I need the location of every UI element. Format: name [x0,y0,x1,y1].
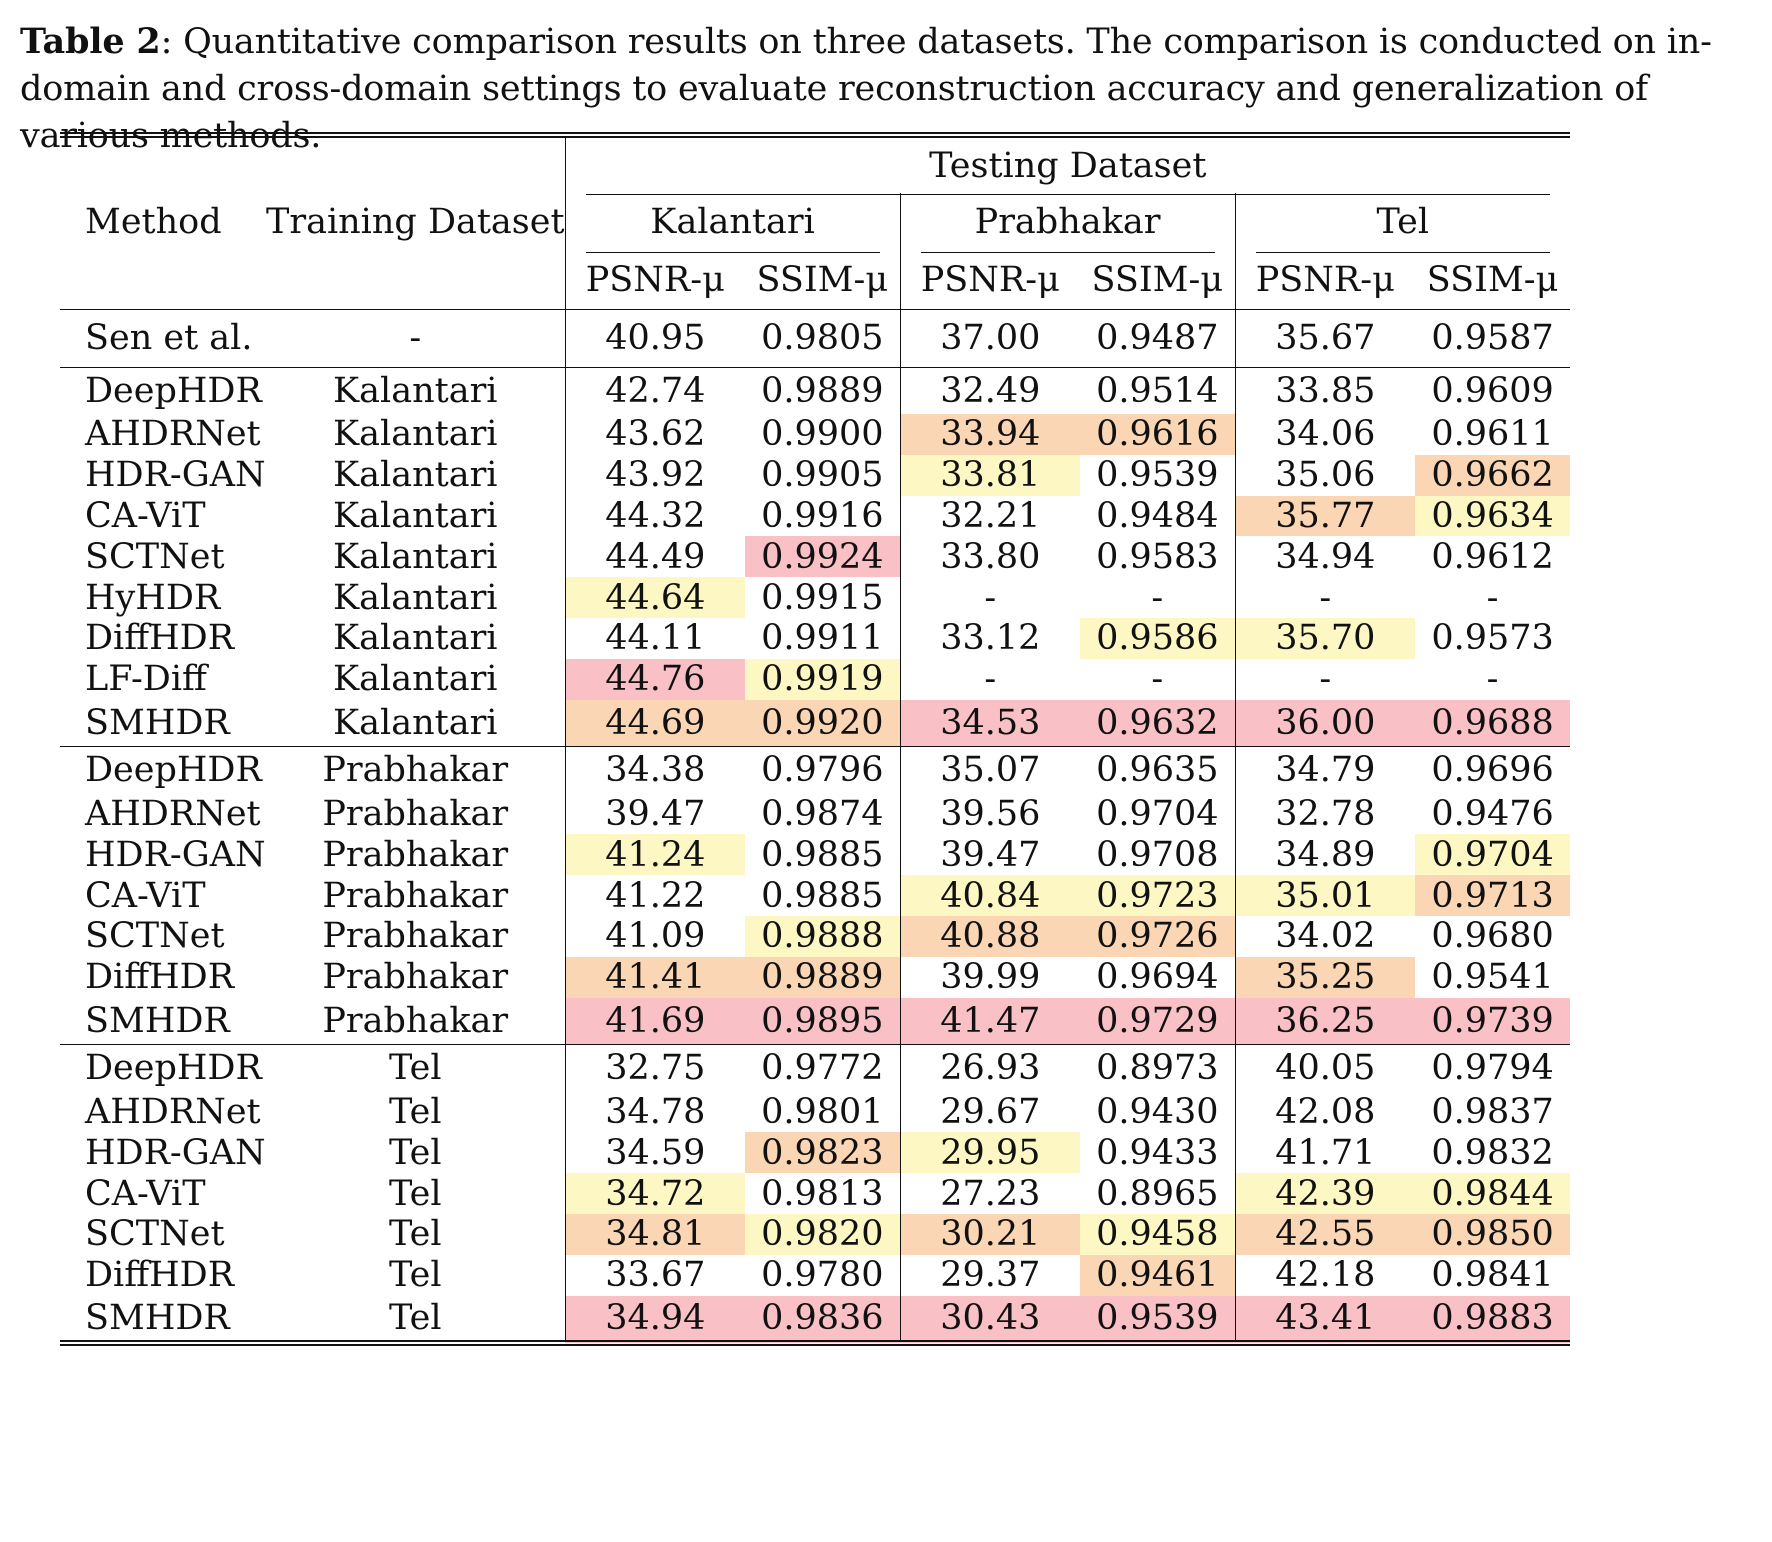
value-cell: - [984,659,997,700]
method-cell: DiffHDR [85,618,235,659]
value-cell: 29.95 [900,1132,1080,1173]
value-cell: 0.9514 [1080,367,1235,414]
value-cell: 32.49 [900,367,1080,414]
training-cell: Tel [266,1214,565,1255]
method-cell: AHDRNet [85,793,261,834]
training-cell: Kalantari [266,496,565,537]
training-cell: Kalantari [266,414,565,455]
value-cell: 34.53 [900,700,1080,747]
table-row [60,659,1570,700]
training-cell: Kalantari [266,577,565,618]
training-cell: Kalantari [266,455,565,496]
value-cell: 35.70 [1235,618,1415,659]
table-row [60,1132,1570,1173]
value-cell: 43.92 [605,455,706,496]
value-cell: 32.21 [940,495,1041,536]
value-cell: 42.39 [1235,1173,1415,1214]
value-cell: 35.25 [1235,957,1415,998]
value-cell: 0.9739 [1415,998,1570,1045]
value-cell: 0.9586 [1080,618,1235,659]
table-row [60,455,1570,496]
value-cell: 29.67 [940,1091,1041,1132]
value-cell: 32.78 [1275,793,1376,834]
value-cell: 33.12 [940,618,1041,659]
value-cell: 0.9772 [745,1045,900,1092]
method-cell: CA-ViT [85,875,206,916]
method-cell: LF-Diff [85,659,207,700]
value-cell: 39.47 [605,793,706,834]
value-cell: 0.9723 [1080,875,1235,916]
value-cell: 0.9704 [1080,794,1235,835]
value-cell: 0.9662 [1415,455,1570,496]
value-cell: 41.24 [565,834,745,875]
method-cell: AHDRNet [85,1091,261,1132]
value-cell: 0.9919 [745,659,900,700]
value-cell: 30.43 [900,1296,1080,1343]
value-cell: 41.09 [605,916,706,957]
value-cell: 0.9680 [1431,916,1554,957]
value-cell: 0.9813 [745,1173,900,1214]
value-cell: 0.9688 [1415,700,1570,747]
caption-text: : Quantitative comparison results on three datasets. The comparison is conducted on in-domain and cross-domain settings to evaluate reconstruction accuracy and generalization of various methods. [20,22,1712,156]
training-cell: Prabhakar [266,875,565,916]
value-cell: 0.9920 [745,700,900,747]
value-cell: 0.9794 [1415,1045,1570,1092]
method-cell: DeepHDR [60,367,266,414]
value-cell: 0.9704 [1415,834,1570,875]
value-cell: 39.99 [940,957,1041,998]
value-cell: 34.06 [1275,414,1376,455]
value-cell: 44.32 [605,495,706,536]
method-cell: SMHDR [85,1000,230,1041]
value-cell: 0.9458 [1080,1214,1235,1255]
value-cell: - [1486,659,1499,700]
value-cell: 35.01 [1235,875,1415,916]
value-cell: 0.9539 [1080,455,1235,496]
value-cell: 39.47 [940,834,1041,875]
metric-header: PSNR-μ [900,251,1080,309]
table-row [60,367,1570,414]
value-cell: 34.38 [565,747,745,794]
testing-dataset-header: Testing Dataset [565,135,1570,193]
value-cell: 35.07 [900,747,1080,794]
method-cell: SCTNet [85,1214,225,1255]
value-cell: 0.9430 [1080,1092,1235,1133]
value-cell: 35.77 [1235,496,1415,537]
value-cell: 41.41 [565,957,745,998]
value-cell: - [1080,577,1235,618]
value-cell: 0.9832 [1431,1132,1554,1173]
value-cell: 41.22 [605,875,706,916]
value-cell: 0.9874 [745,794,900,835]
method-header: Method [85,202,222,242]
value-cell: 0.9895 [745,998,900,1045]
value-cell: 26.93 [900,1045,1080,1092]
training-cell: Prabhakar [266,998,565,1045]
value-cell: 0.9539 [1080,1296,1235,1343]
value-cell: 30.21 [900,1214,1080,1255]
dataset-header-prabhakar: Prabhakar [900,193,1235,251]
value-cell: 0.9484 [1080,496,1235,537]
table-row [60,875,1570,916]
table-row [60,794,1570,835]
value-cell: 41.69 [565,998,745,1045]
value-cell: 34.81 [565,1214,745,1255]
training-cell: - [266,309,565,367]
value-cell: 34.78 [605,1091,706,1132]
value-cell: - [1080,659,1235,700]
value-cell: 0.9433 [1080,1132,1235,1173]
value-cell: 0.9916 [745,496,900,537]
metric-header: SSIM-μ [1415,251,1570,309]
value-cell: 42.18 [1275,1255,1376,1296]
value-cell: 0.9461 [1080,1255,1235,1296]
value-cell: 29.37 [940,1255,1041,1296]
metric-header: SSIM-μ [745,251,900,309]
training-cell: Tel [266,1045,565,1092]
value-cell: - [984,577,997,618]
value-cell: 0.9780 [745,1255,900,1296]
method-cell: SMHDR [85,702,230,743]
method-cell: HDR-GAN [85,834,266,875]
training-dataset-header: Training Dataset [266,193,565,251]
table-row [60,577,1570,618]
value-cell: 34.59 [605,1132,706,1173]
value-cell: 0.9911 [745,618,900,659]
value-cell: 34.02 [1275,916,1376,957]
table-row [60,618,1570,659]
value-cell: 35.67 [1275,318,1376,358]
table-row [60,1092,1570,1133]
method-cell: SCTNet [85,916,225,957]
method-cell: CA-ViT [85,495,206,536]
training-cell: Prabhakar [266,916,565,957]
value-cell: 0.9694 [1080,957,1235,998]
table-row [60,1255,1570,1296]
value-cell: 0.9487 [1080,309,1235,367]
value-cell: 36.00 [1235,700,1415,747]
value-cell: 0.9476 [1431,793,1554,834]
training-cell: Kalantari [266,700,565,747]
value-cell: 34.89 [1275,834,1376,875]
value-cell: 0.9541 [1431,957,1554,998]
training-cell: Prabhakar [266,794,565,835]
value-cell: 0.9635 [1080,747,1235,794]
value-cell: 34.94 [1275,536,1376,577]
value-cell: 37.00 [940,318,1041,358]
value-cell: - [1319,659,1332,700]
training-cell: Tel [266,1296,565,1343]
table-row [60,957,1570,998]
value-cell: 0.9587 [1431,318,1554,358]
method-cell: HDR-GAN [85,1132,266,1173]
value-cell: 41.71 [1275,1132,1376,1173]
method-cell: SCTNet [85,536,225,577]
training-cell: Prabhakar [266,957,565,998]
value-cell: 0.9708 [1080,834,1235,875]
value-cell: 42.55 [1235,1214,1415,1255]
value-cell: 0.9905 [745,455,900,496]
training-cell: Tel [266,1132,565,1173]
value-cell: 0.9841 [1431,1255,1554,1296]
value-cell: 44.64 [565,577,745,618]
training-cell: Prabhakar [266,747,565,794]
value-cell: 0.9836 [745,1296,900,1343]
table-row [60,916,1570,957]
value-cell: 40.84 [900,875,1080,916]
value-cell: 34.94 [565,1296,745,1343]
value-cell: 0.9713 [1415,875,1570,916]
value-cell: 43.41 [1235,1296,1415,1343]
table-row [60,834,1570,875]
table-row [60,1214,1570,1255]
value-cell: 39.56 [940,793,1041,834]
value-cell: 0.9609 [1415,367,1570,414]
method-cell: Sen et al. [85,318,253,358]
method-cell: DiffHDR [85,1255,235,1296]
table-row [60,747,1570,794]
table-row [60,700,1570,747]
metric-header: PSNR-μ [565,251,745,309]
value-cell: 40.05 [1235,1045,1415,1092]
value-cell: 0.9823 [745,1132,900,1173]
value-cell: 44.11 [605,618,706,659]
value-cell: 34.72 [565,1173,745,1214]
value-cell: 0.9888 [745,916,900,957]
value-cell: 40.88 [900,916,1080,957]
value-cell: 0.9796 [745,747,900,794]
value-cell: 42.08 [1275,1091,1376,1132]
table-label: Table 2 [20,21,161,62]
value-cell: 0.9900 [745,414,900,455]
value-cell: - [1319,577,1332,618]
value-cell: 0.9573 [1431,618,1554,659]
method-cell: DiffHDR [85,957,235,998]
training-cell: Tel [266,1092,565,1133]
metric-header: SSIM-μ [1080,251,1235,309]
value-cell: 0.9616 [1080,414,1235,455]
value-cell: 33.80 [940,536,1041,577]
value-cell: 41.47 [900,998,1080,1045]
table-row [60,1173,1570,1214]
table-row [60,998,1570,1045]
value-cell: 0.9726 [1080,916,1235,957]
table-header [60,135,1570,309]
value-cell: 33.67 [605,1255,706,1296]
value-cell: 33.94 [900,414,1080,455]
value-cell: 44.69 [565,700,745,747]
method-cell: DeepHDR [60,747,266,794]
value-cell: 0.9924 [745,536,900,577]
value-cell: 0.9883 [1415,1296,1570,1343]
training-cell: Kalantari [266,367,565,414]
training-cell: Kalantari [266,536,565,577]
value-cell: 27.23 [940,1173,1041,1214]
value-cell: - [1486,577,1499,618]
training-cell: Kalantari [266,618,565,659]
value-cell: 0.9850 [1415,1214,1570,1255]
method-cell: HyHDR [85,577,221,618]
value-cell: 33.81 [900,455,1080,496]
table-row [60,496,1570,537]
value-cell: 44.76 [565,659,745,700]
value-cell: 33.85 [1235,367,1415,414]
value-cell: 32.75 [565,1045,745,1092]
value-cell: 34.79 [1235,747,1415,794]
training-cell: Tel [266,1255,565,1296]
value-cell: 0.9837 [1431,1091,1554,1132]
dataset-header-tel: Tel [1235,193,1570,251]
method-cell: AHDRNet [85,414,261,455]
value-cell: 44.49 [605,536,706,577]
training-cell: Kalantari [266,659,565,700]
table-row [60,309,1570,367]
value-cell: 0.9801 [745,1092,900,1133]
value-cell: 0.9696 [1415,747,1570,794]
table-row [60,1296,1570,1343]
method-cell: DeepHDR [60,1045,266,1092]
training-cell: Tel [266,1173,565,1214]
training-cell: Prabhakar [266,834,565,875]
value-cell: 0.9889 [745,957,900,998]
table-row [60,536,1570,577]
value-cell: 0.9634 [1415,496,1570,537]
method-cell: SMHDR [60,1296,266,1343]
results-table [60,132,1570,1346]
table-body [60,309,1570,1343]
value-cell: 0.8965 [1080,1173,1235,1214]
method-cell: CA-ViT [85,1173,206,1214]
table-row [60,414,1570,455]
dataset-header-kalantari: Kalantari [565,193,900,251]
table-row [60,1045,1570,1092]
value-cell: 0.9820 [745,1214,900,1255]
value-cell: 43.62 [605,414,706,455]
value-cell: 0.9805 [745,309,900,367]
value-cell: 0.9885 [745,875,900,916]
value-cell: 0.9844 [1415,1173,1570,1214]
value-cell: 40.95 [605,318,706,358]
value-cell: 42.74 [565,367,745,414]
value-cell: 35.06 [1275,455,1376,496]
value-cell: 0.9889 [745,367,900,414]
value-cell: 0.9611 [1431,414,1554,455]
value-cell: 0.9885 [745,834,900,875]
method-cell: HDR-GAN [85,455,266,496]
value-cell: 0.9583 [1080,536,1235,577]
value-cell: 0.8973 [1080,1045,1235,1092]
value-cell: 0.9612 [1431,536,1554,577]
value-cell: 36.25 [1235,998,1415,1045]
metric-header: PSNR-μ [1235,251,1415,309]
value-cell: 0.9915 [745,577,900,618]
value-cell: 0.9632 [1080,700,1235,747]
value-cell: 0.9729 [1080,998,1235,1045]
